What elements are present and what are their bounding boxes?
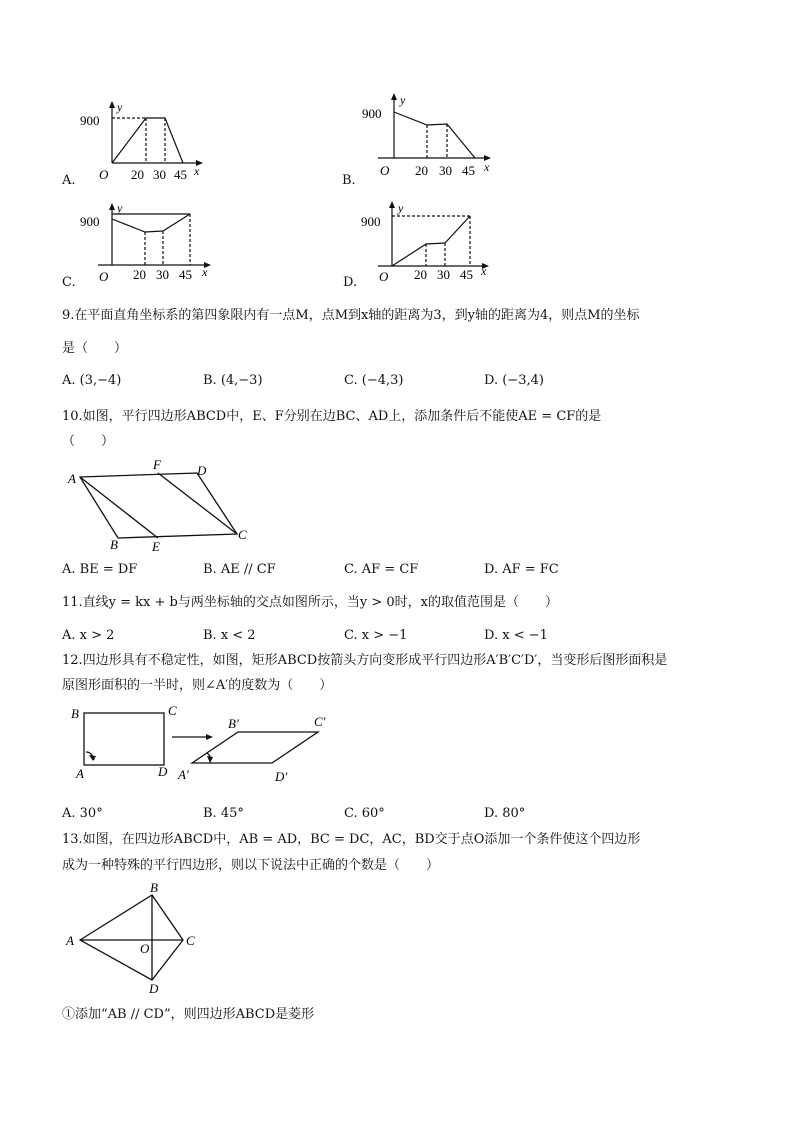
graph-b-x-tick: 20 (415, 163, 428, 178)
q9-option-b[interactable]: B. (4,−3) (203, 373, 263, 388)
graph-c-x-tick: 45 (179, 267, 192, 282)
q10-option-a[interactable]: A. BE = DF (62, 562, 138, 577)
graph-d-y-tick: 900 (361, 214, 381, 229)
q12-label-c: C (168, 703, 177, 718)
q10-label-c: C (238, 527, 247, 542)
q10-label-e: E (152, 539, 160, 554)
q11-option-d[interactable]: D. x < −1 (484, 628, 548, 643)
q13-label-o: O (140, 941, 150, 956)
q13-label-d: D (149, 981, 159, 996)
graph-b-origin: O (380, 163, 390, 178)
graph-b-x-tick: 45 (462, 163, 475, 178)
option-c-label: C. (62, 275, 76, 290)
graph-d-x-tick: 20 (414, 267, 427, 282)
question-13-line-1: 13.如图，在四边形ABCD中，AB = AD，BC = DC，AC，BD交于点O添加一个条件使这个四边形 (62, 832, 641, 847)
q12-label-d-prime: D′ (275, 769, 288, 784)
q10-option-b[interactable]: B. AE // CF (203, 562, 276, 577)
graph-c-y-label: y (117, 201, 123, 215)
option-d-label: D. (343, 275, 358, 290)
graph-b-y-tick: 900 (362, 106, 382, 121)
graph-d-x-label: x (481, 264, 487, 278)
question-10-line-2: （ ） (62, 434, 115, 449)
q12-option-c[interactable]: C. 60° (344, 806, 385, 821)
graph-c-origin: O (99, 269, 109, 284)
graph-b-x-label: x (484, 160, 490, 174)
q10-option-d[interactable]: D. AF = FC (484, 562, 559, 577)
q13-label-b: B (150, 880, 158, 895)
graph-a-y-tick: 900 (80, 113, 100, 128)
question-9-line-1: 9.在平面直角坐标系的第四象限内有一点M，点M到x轴的距离为3，到y轴的距离为4，则点M的坐标 (62, 308, 640, 323)
option-b-label: B. (342, 173, 356, 188)
q11-option-c[interactable]: C. x > −1 (344, 628, 408, 643)
question-12-line-1: 12.四边形具有不稳定性，如图，矩形ABCD按箭头方向变形成平行四边形A′B′C′D′，当变形后图形面积是 (62, 653, 668, 668)
q10-label-f: F (153, 457, 161, 472)
graph-b-x-tick: 30 (439, 163, 452, 178)
graph-a-x-tick: 45 (174, 167, 187, 182)
graph-a-y-label: y (117, 100, 123, 114)
q12-label-b-prime: B′ (228, 716, 239, 731)
q11-option-b[interactable]: B. x < 2 (203, 628, 256, 643)
q12-option-d[interactable]: D. 80° (484, 806, 526, 821)
q11-option-a[interactable]: A. x > 2 (62, 628, 115, 643)
graph-d-origin: O (379, 269, 389, 284)
graph-c-y-tick: 900 (80, 214, 100, 229)
q13-statement-1: ①添加“AB // CD”，则四边形ABCD是菱形 (62, 1007, 315, 1022)
q9-option-d[interactable]: D. (−3,4) (484, 373, 544, 388)
question-9-line-2: 是（ ） (62, 341, 128, 356)
q12-label-c-prime: C′ (314, 714, 326, 729)
q12-label-a-prime: A′ (178, 767, 189, 782)
q12-option-b[interactable]: B. 45° (203, 806, 244, 821)
q10-label-a: A (68, 471, 76, 486)
graph-d-y-label: y (398, 201, 404, 215)
q9-option-c[interactable]: C. (−4,3) (344, 373, 404, 388)
graph-a-x-label: x (194, 164, 200, 178)
q10-option-c[interactable]: C. AF = CF (344, 562, 419, 577)
graph-a-x-tick: 30 (153, 167, 166, 182)
graph-c-x-label: x (202, 265, 208, 279)
q13-label-c: C (186, 933, 195, 948)
option-a-label: A. (62, 173, 76, 188)
question-12-line-2: 原图形面积的一半时，则∠A′的度数为（ ） (62, 678, 333, 693)
graph-c-x-tick: 30 (156, 267, 169, 282)
q13-label-a: A (66, 933, 74, 948)
q10-label-b: B (110, 537, 118, 552)
question-11-line-1: 11.直线y = kx + b与两坐标轴的交点如图所示，当y > 0时，x的取值范围是（ ） (62, 595, 558, 610)
question-10-line-1: 10.如图，平行四边形ABCD中，E、F分别在边BC、AD上，添加条件后不能使AE = CF的是 (62, 409, 602, 424)
q12-label-a: A (76, 766, 84, 781)
graph-c-x-tick: 20 (133, 267, 146, 282)
graph-a-x-tick: 20 (131, 167, 144, 182)
question-13-line-2: 成为一种特殊的平行四边形，则以下说法中正确的个数是（ ） (62, 858, 440, 873)
q9-option-a[interactable]: A. (3,−4) (62, 373, 122, 388)
q12-option-a[interactable]: A. 30° (62, 806, 103, 821)
graph-d-x-tick: 45 (460, 267, 473, 282)
graph-a-origin: O (99, 167, 109, 182)
graph-d-x-tick: 30 (437, 267, 450, 282)
graph-b-y-label: y (400, 93, 406, 107)
q10-label-d: D (197, 463, 207, 478)
q12-label-b: B (71, 706, 79, 721)
q12-label-d: D (158, 764, 168, 779)
